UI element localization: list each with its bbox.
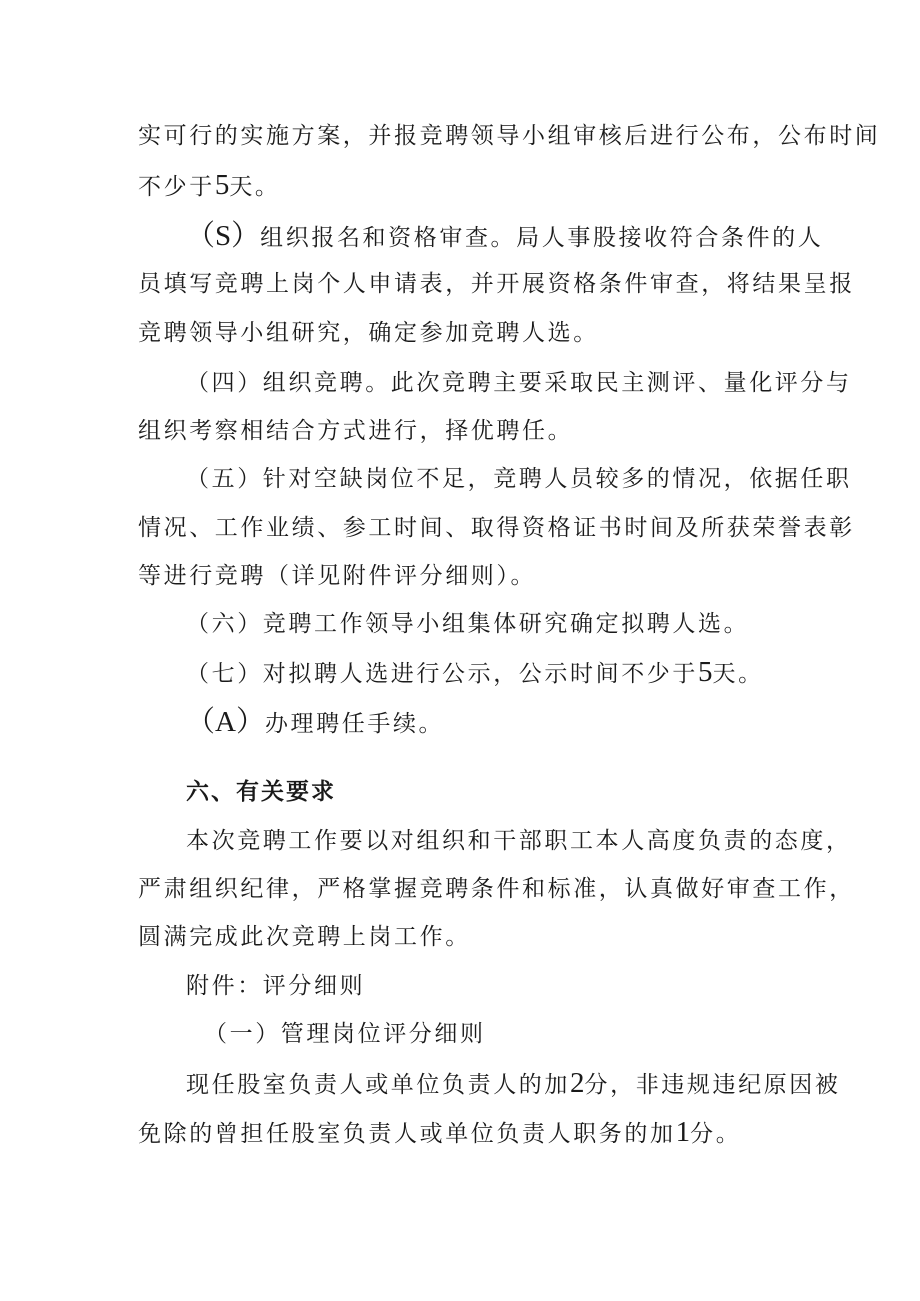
para-4-line-1: （五）针对空缺岗位不足，竞聘人员较多的情况，依据任职 [186,466,852,492]
para-3-line-1: （四）组织竞聘。此次竞聘主要采取民主测评、量化评分与 [186,370,852,396]
para-2-line-1 [186,220,824,252]
para-8-line-1: 本次竞聘工作要以对组织和干部职工本人高度负责的态度， [186,828,852,854]
sub-heading: （一）管理岗位评分细则 [204,1021,486,1047]
para-9-text-a: 现任股室负责人或单位负责人的加 [186,1072,570,1098]
attachment-label: 附件：评分细则 [186,973,366,999]
para-6-number: 5 [698,656,713,688]
para-9-text-c: 免除的曾担任股室负责人或单位负责人职务的加 [138,1121,676,1147]
para-2-marker: （S） [186,220,261,252]
para-2-line-3: 竞聘领导小组研究，确定参加竞聘人选。 [138,320,599,346]
para-6-text-b: 天。 [712,661,764,687]
para-1-line-1: 实可行的实施方案，并报竞聘领导小组审核后进行公布，公布时间 [138,123,881,149]
para-5-line-1: （六）竞聘工作领导小组集体研究确定拟聘人选。 [186,611,750,637]
para-6-text-a: （七）对拟聘人选进行公示，公示时间不少于 [186,661,698,687]
para-2-text: 组织报名和资格审查。局人事股接收符合条件的人 [260,225,824,251]
para-9-line-1 [186,1067,841,1099]
para-3-line-2: 组织考察相结合方式进行，择优聘任。 [138,418,574,444]
para-2-line-2: 员填写竞聘上岗个人申请表，并开展资格条件审查，将结果呈报 [138,271,855,297]
para-9-number-1: 2 [570,1067,585,1099]
para-8-line-3: 圆满完成此次竞聘上岗工作。 [138,924,471,950]
section-heading: 六、有关要求 [186,779,336,805]
para-9-text-b: 分，非违规违纪原因被 [584,1072,841,1098]
para-9-line-2 [138,1117,788,1147]
para-6-line-1 [186,657,788,687]
para-7-line-1 [186,707,788,737]
para-4-line-2: 情况、工作业绩、参工时间、取得资格证书时间及所获荣誉表彰 [138,515,855,541]
para-8-line-2: 严肃组织纪律，严格掌握竞聘条件和标准，认真做好审查工作， [138,876,855,902]
para-9-number-2: 1 [675,1116,691,1148]
para-1-line-2 [138,170,788,200]
para-4-line-3: 等进行竞聘（详见附件评分细则）。 [138,563,537,589]
para-1-text-b: 天。 [229,174,281,200]
para-9-text-d: 分。 [690,1121,742,1147]
para-7-text: 办理聘任手续。 [264,711,445,737]
para-1-number: 5 [214,169,230,201]
para-1-text-a: 不少于 [138,174,215,200]
para-7-marker: （A） [186,706,265,738]
